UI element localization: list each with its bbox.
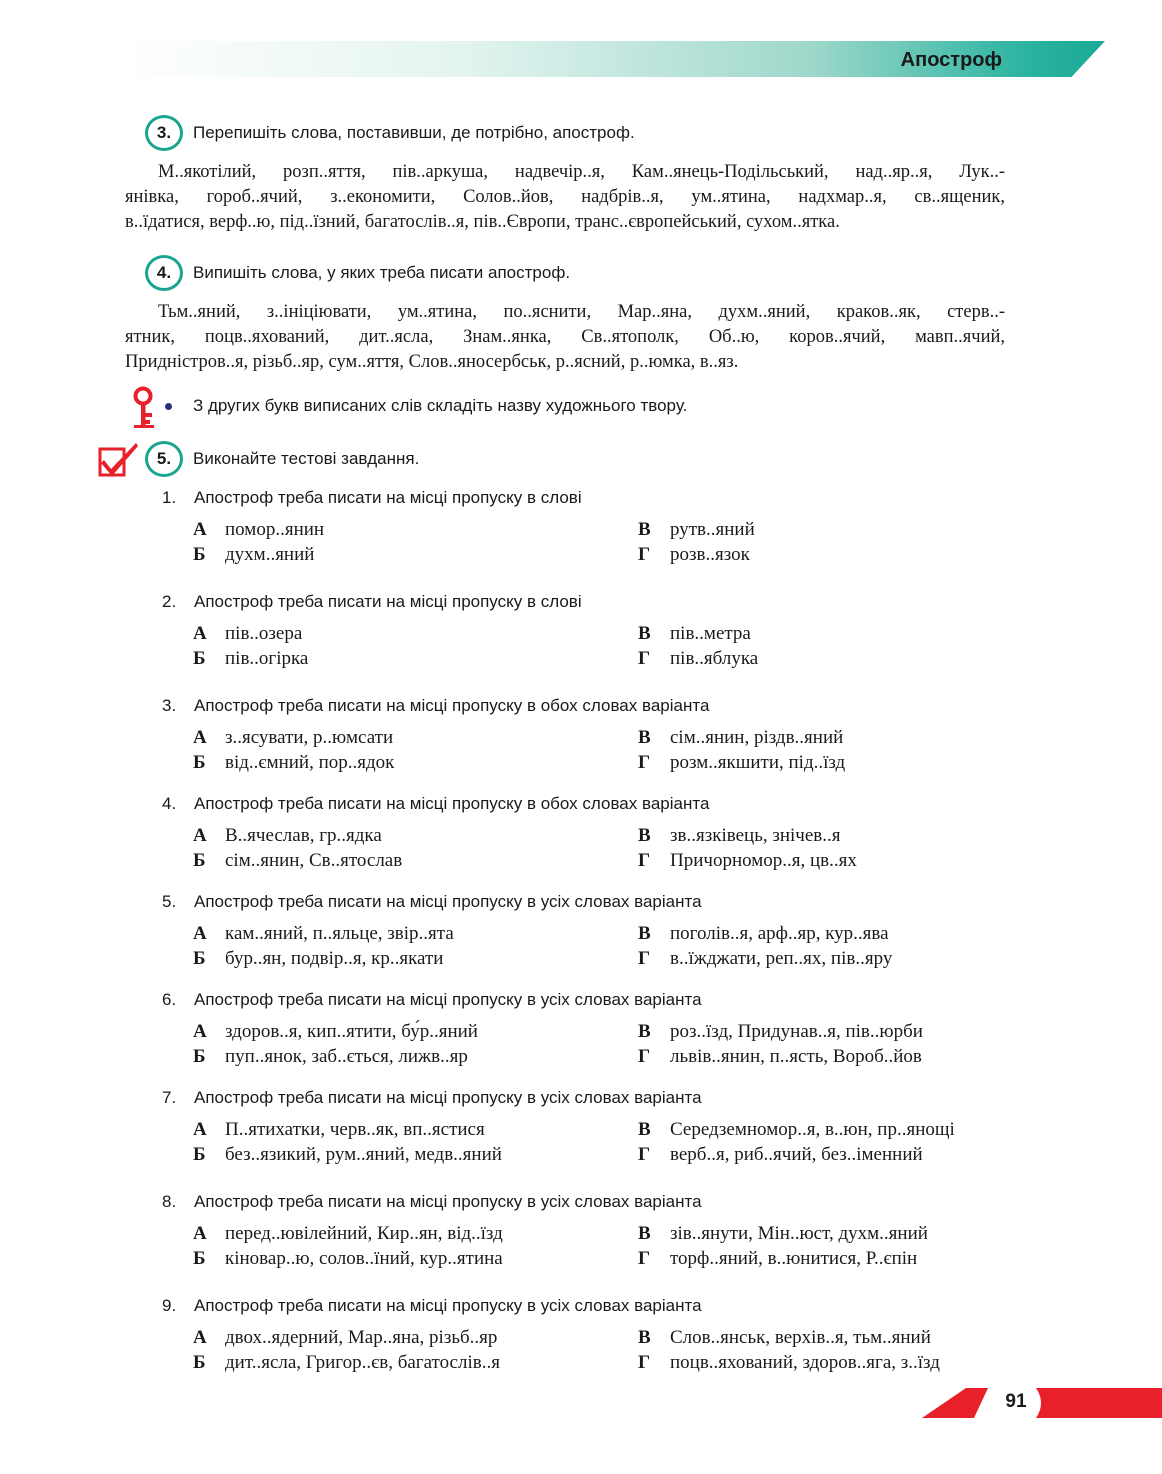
option-text: Причорномор..я, цв..ях xyxy=(670,850,857,871)
task-number-badge: 4. xyxy=(145,255,183,291)
option-text: кам..яний, п..яльце, звір..ята xyxy=(225,923,454,944)
key-icon xyxy=(130,386,158,430)
task-instruction: Випишіть слова, у яких треба писати апостроф. xyxy=(193,263,571,282)
answer-option-v xyxy=(638,921,889,946)
task-3-word-list xyxy=(125,160,1005,235)
question-title xyxy=(160,1190,1060,1214)
option-letter: Г xyxy=(638,648,651,669)
option-text: львів..янин, п..ясть, Вороб..йов xyxy=(670,1046,922,1067)
option-text: розм..якшити, під..їзд xyxy=(670,752,846,773)
option-letter: А xyxy=(193,519,207,540)
answer-option-a xyxy=(193,921,454,946)
test-question xyxy=(160,1086,1060,1169)
option-text: без..язикий, рум..яний, медв..яний xyxy=(225,1144,502,1165)
task-number-badge: 3. xyxy=(145,115,183,151)
option-letter: Б xyxy=(193,1248,206,1269)
question-title xyxy=(160,1086,1060,1110)
option-text: пів..яблука xyxy=(670,648,759,669)
question-number: 7. xyxy=(162,1088,177,1107)
option-text: В..ячеслав, гр..ядка xyxy=(225,825,382,846)
option-text: від..ємний, пор..ядок xyxy=(225,752,395,773)
option-text: духм..яний xyxy=(225,544,315,565)
answer-option-b xyxy=(193,646,308,671)
option-letter: А xyxy=(193,1021,207,1042)
option-letter: В xyxy=(638,1223,651,1244)
option-text: верб..я, риб..ячий, без..іменний xyxy=(670,1144,923,1165)
answer-option-a xyxy=(193,725,393,750)
option-text: поцв..яхований, здоров..яга, з..їзд xyxy=(670,1352,940,1373)
option-letter: А xyxy=(193,1223,207,1244)
option-text: сім..янин, різдв..яний xyxy=(670,727,844,748)
answer-options xyxy=(160,1019,1060,1071)
question-number: 4. xyxy=(162,794,177,813)
option-text: двох..ядерний, Мар..яна, різьб..яр xyxy=(225,1327,498,1348)
option-letter: В xyxy=(638,1119,651,1140)
option-letter: Б xyxy=(193,1352,206,1373)
option-letter: А xyxy=(193,825,207,846)
question-title xyxy=(160,590,1060,614)
question-number: 9. xyxy=(162,1296,177,1315)
test-question xyxy=(160,988,1060,1071)
option-text: помор..янин xyxy=(225,519,325,540)
option-letter: Г xyxy=(638,1144,651,1165)
option-letter: В xyxy=(638,1021,651,1042)
question-title xyxy=(160,792,1060,816)
question-title xyxy=(160,890,1060,914)
answer-option-a xyxy=(193,621,302,646)
question-title xyxy=(160,988,1060,1012)
option-letter: Б xyxy=(193,850,206,871)
option-text: зів..янути, Мін..юст, духм..яний xyxy=(670,1223,928,1244)
task-3-heading xyxy=(145,115,635,151)
word-list-line: М..якотілий, розп..яття, пів..аркуша, надвечір..я, Кам..янець-Подільський, над..яр..я, Лук..- xyxy=(158,162,1005,182)
page-number-tab xyxy=(922,1388,1162,1420)
option-text: в..їжджати, реп..ях, пів..яру xyxy=(670,948,893,969)
answer-option-v xyxy=(638,725,843,750)
option-letter: Г xyxy=(638,948,651,969)
answer-option-a xyxy=(193,1221,503,1246)
answer-options xyxy=(160,1325,1060,1377)
option-letter: Б xyxy=(193,648,206,669)
option-text: розв..язок xyxy=(670,544,750,565)
test-question xyxy=(160,1190,1060,1273)
answer-option-b xyxy=(193,1350,500,1375)
option-letter: В xyxy=(638,727,651,748)
option-letter: В xyxy=(638,519,651,540)
answer-option-g xyxy=(638,946,892,971)
option-text: Слов..янськ, верхів..я, тьм..яний xyxy=(670,1327,931,1348)
answer-option-b xyxy=(193,542,314,567)
answer-option-v xyxy=(638,621,751,646)
task-instruction: Перепишіть слова, поставивши, де потрібно, апостроф. xyxy=(193,123,635,142)
question-text: Апостроф треба писати на місці пропуску в усіх словах варіанта xyxy=(194,990,702,1009)
option-text: пів..метра xyxy=(670,623,751,644)
answer-option-v xyxy=(638,1325,931,1350)
answer-option-a xyxy=(193,823,382,848)
option-letter: А xyxy=(193,1327,207,1348)
task-instruction: Виконайте тестові завдання. xyxy=(193,449,420,468)
answer-option-a xyxy=(193,1019,478,1044)
option-letter: Г xyxy=(638,752,651,773)
word-list-line: Тьм..яний, з..ініціювати, ум..ятина, по..яснити, Мар..яна, духм..яний, краков..як, стерв..- xyxy=(158,302,1005,322)
word-list-line: Придністров..я, різьб..яр, сум..яття, Слов..яносербськ, р..ясний, р..юмка, в..яз. xyxy=(125,352,739,372)
answer-option-g xyxy=(638,1350,940,1375)
option-letter: В xyxy=(638,1327,651,1348)
option-letter: Б xyxy=(193,544,206,565)
answer-options xyxy=(160,517,1060,569)
test-question xyxy=(160,1294,1060,1377)
option-text: дит..ясла, Григор..єв, багатослів..я xyxy=(225,1352,500,1373)
task-5-heading xyxy=(145,441,419,477)
answer-option-b xyxy=(193,1246,503,1271)
option-letter: В xyxy=(638,623,651,644)
question-number: 8. xyxy=(162,1192,177,1211)
option-text: Середземномор..я, в..юн, пр..янощі xyxy=(670,1119,955,1140)
option-letter: В xyxy=(638,923,651,944)
answer-option-g xyxy=(638,848,857,873)
option-text: сім..янин, Св..ятослав xyxy=(225,850,403,871)
question-text: Апостроф треба писати на місці пропуску в усіх словах варіанта xyxy=(194,1088,702,1107)
answer-option-b xyxy=(193,750,394,775)
test-question xyxy=(160,694,1060,777)
answer-option-b xyxy=(193,1142,502,1167)
answer-option-v xyxy=(638,1117,955,1142)
answer-option-g xyxy=(638,1246,917,1271)
task-number-badge: 5. xyxy=(145,441,183,477)
question-text: Апостроф треба писати на місці пропуску в обох словах варіанта xyxy=(194,794,710,813)
answer-option-g xyxy=(638,750,845,775)
answer-option-g xyxy=(638,1044,922,1069)
option-text: П..ятихатки, черв..як, вп..ястися xyxy=(225,1119,485,1140)
checkmark-icon xyxy=(98,440,140,478)
test-question xyxy=(160,590,1060,673)
question-number: 1. xyxy=(162,488,177,507)
word-list-line: в..їдатися, верф..ю, під..їзний, багатослів..я, пів..Європи, транс..європейський, сухом..ятка. xyxy=(125,212,840,232)
option-text: пів..озера xyxy=(225,623,303,644)
question-text: Апостроф треба писати на місці пропуску в слові xyxy=(194,592,582,611)
answer-options xyxy=(160,1117,1060,1169)
answer-option-a xyxy=(193,1325,497,1350)
option-letter: Г xyxy=(638,1046,651,1067)
question-number: 3. xyxy=(162,696,177,715)
option-letter: Г xyxy=(638,544,651,565)
answer-option-a xyxy=(193,517,324,542)
question-text: Апостроф треба писати на місці пропуску в слові xyxy=(194,488,582,507)
answer-option-v xyxy=(638,517,755,542)
option-letter: В xyxy=(638,825,651,846)
answer-option-b xyxy=(193,946,443,971)
option-letter: Б xyxy=(193,1144,206,1165)
question-title xyxy=(160,694,1060,718)
test-question xyxy=(160,792,1060,875)
task-4-heading xyxy=(145,255,570,291)
question-text: Апостроф треба писати на місці пропуску в усіх словах варіанта xyxy=(194,1192,702,1211)
option-text: з..ясувати, р..юмсати xyxy=(225,727,394,748)
answer-option-a xyxy=(193,1117,485,1142)
question-text: Апостроф треба писати на місці пропуску в усіх словах варіанта xyxy=(194,1296,702,1315)
option-text: роз..їзд, Придунав..я, пів..юрби xyxy=(670,1021,923,1042)
option-letter: А xyxy=(193,923,207,944)
option-letter: А xyxy=(193,623,207,644)
test-question xyxy=(160,486,1060,569)
option-text: пуп..янок, заб..ється, лижв..яр xyxy=(225,1046,468,1067)
question-title xyxy=(160,486,1060,510)
option-text: кіновар..ю, солов..їний, кур..ятина xyxy=(225,1248,503,1269)
answer-option-v xyxy=(638,1019,923,1044)
page-number: 91 xyxy=(1005,1391,1027,1412)
answer-options xyxy=(160,621,1060,673)
page-title: Апостроф xyxy=(900,49,1002,71)
answer-options xyxy=(160,1221,1060,1273)
option-letter: Б xyxy=(193,752,206,773)
word-list-line: ятник, поцв..яхований, дит..ясла, Знам..янка, Св..ятополк, Об..ю, коров..ячий, мавп..ячий, xyxy=(125,327,1005,347)
answer-option-b xyxy=(193,1044,468,1069)
option-letter: Г xyxy=(638,1248,651,1269)
bullet-dot xyxy=(165,403,172,410)
test-question xyxy=(160,890,1060,973)
option-letter: Б xyxy=(193,1046,206,1067)
option-text: торф..яний, в..юнитися, Р..єпін xyxy=(670,1248,918,1269)
question-number: 5. xyxy=(162,892,177,911)
option-text: рутв..яний xyxy=(670,519,755,540)
answer-option-v xyxy=(638,823,841,848)
option-letter: Б xyxy=(193,948,206,969)
option-text: бур..ян, подвір..я, кр..якати xyxy=(225,948,444,969)
answer-options xyxy=(160,725,1060,777)
question-number: 6. xyxy=(162,990,177,1009)
answer-option-v xyxy=(638,1221,928,1246)
option-text: здоров..я, кип..ятити, бу́р..яний xyxy=(225,1021,478,1042)
question-text: Апостроф треба писати на місці пропуску в усіх словах варіанта xyxy=(194,892,702,911)
question-number: 2. xyxy=(162,592,177,611)
option-text: зв..язківець, знічев..я xyxy=(670,825,841,846)
task-4-word-list xyxy=(125,300,1005,375)
option-letter: Г xyxy=(638,1352,651,1373)
option-letter: Г xyxy=(638,850,651,871)
option-text: перед..ювілейний, Кир..ян, від..їзд xyxy=(225,1223,503,1244)
answer-options xyxy=(160,823,1060,875)
option-letter: А xyxy=(193,1119,207,1140)
question-text: Апостроф треба писати на місці пропуску в обох словах варіанта xyxy=(194,696,710,715)
answer-option-g xyxy=(638,1142,923,1167)
question-title xyxy=(160,1294,1060,1318)
answer-options xyxy=(160,921,1060,973)
answer-option-g xyxy=(638,646,758,671)
answer-option-g xyxy=(638,542,750,567)
option-text: поголів..я, арф..яр, кур..ява xyxy=(670,923,889,944)
word-list-line: янівка, гороб..ячий, з..економити, Солов..йов, надбрів..я, ум..ятина, надхмар..я, св..ященик, xyxy=(125,187,1005,207)
option-letter: А xyxy=(193,727,207,748)
bullet-instruction: З других букв виписаних слів складіть назву художнього твору. xyxy=(193,396,688,415)
answer-option-b xyxy=(193,848,402,873)
option-text: пів..огірка xyxy=(225,648,309,669)
